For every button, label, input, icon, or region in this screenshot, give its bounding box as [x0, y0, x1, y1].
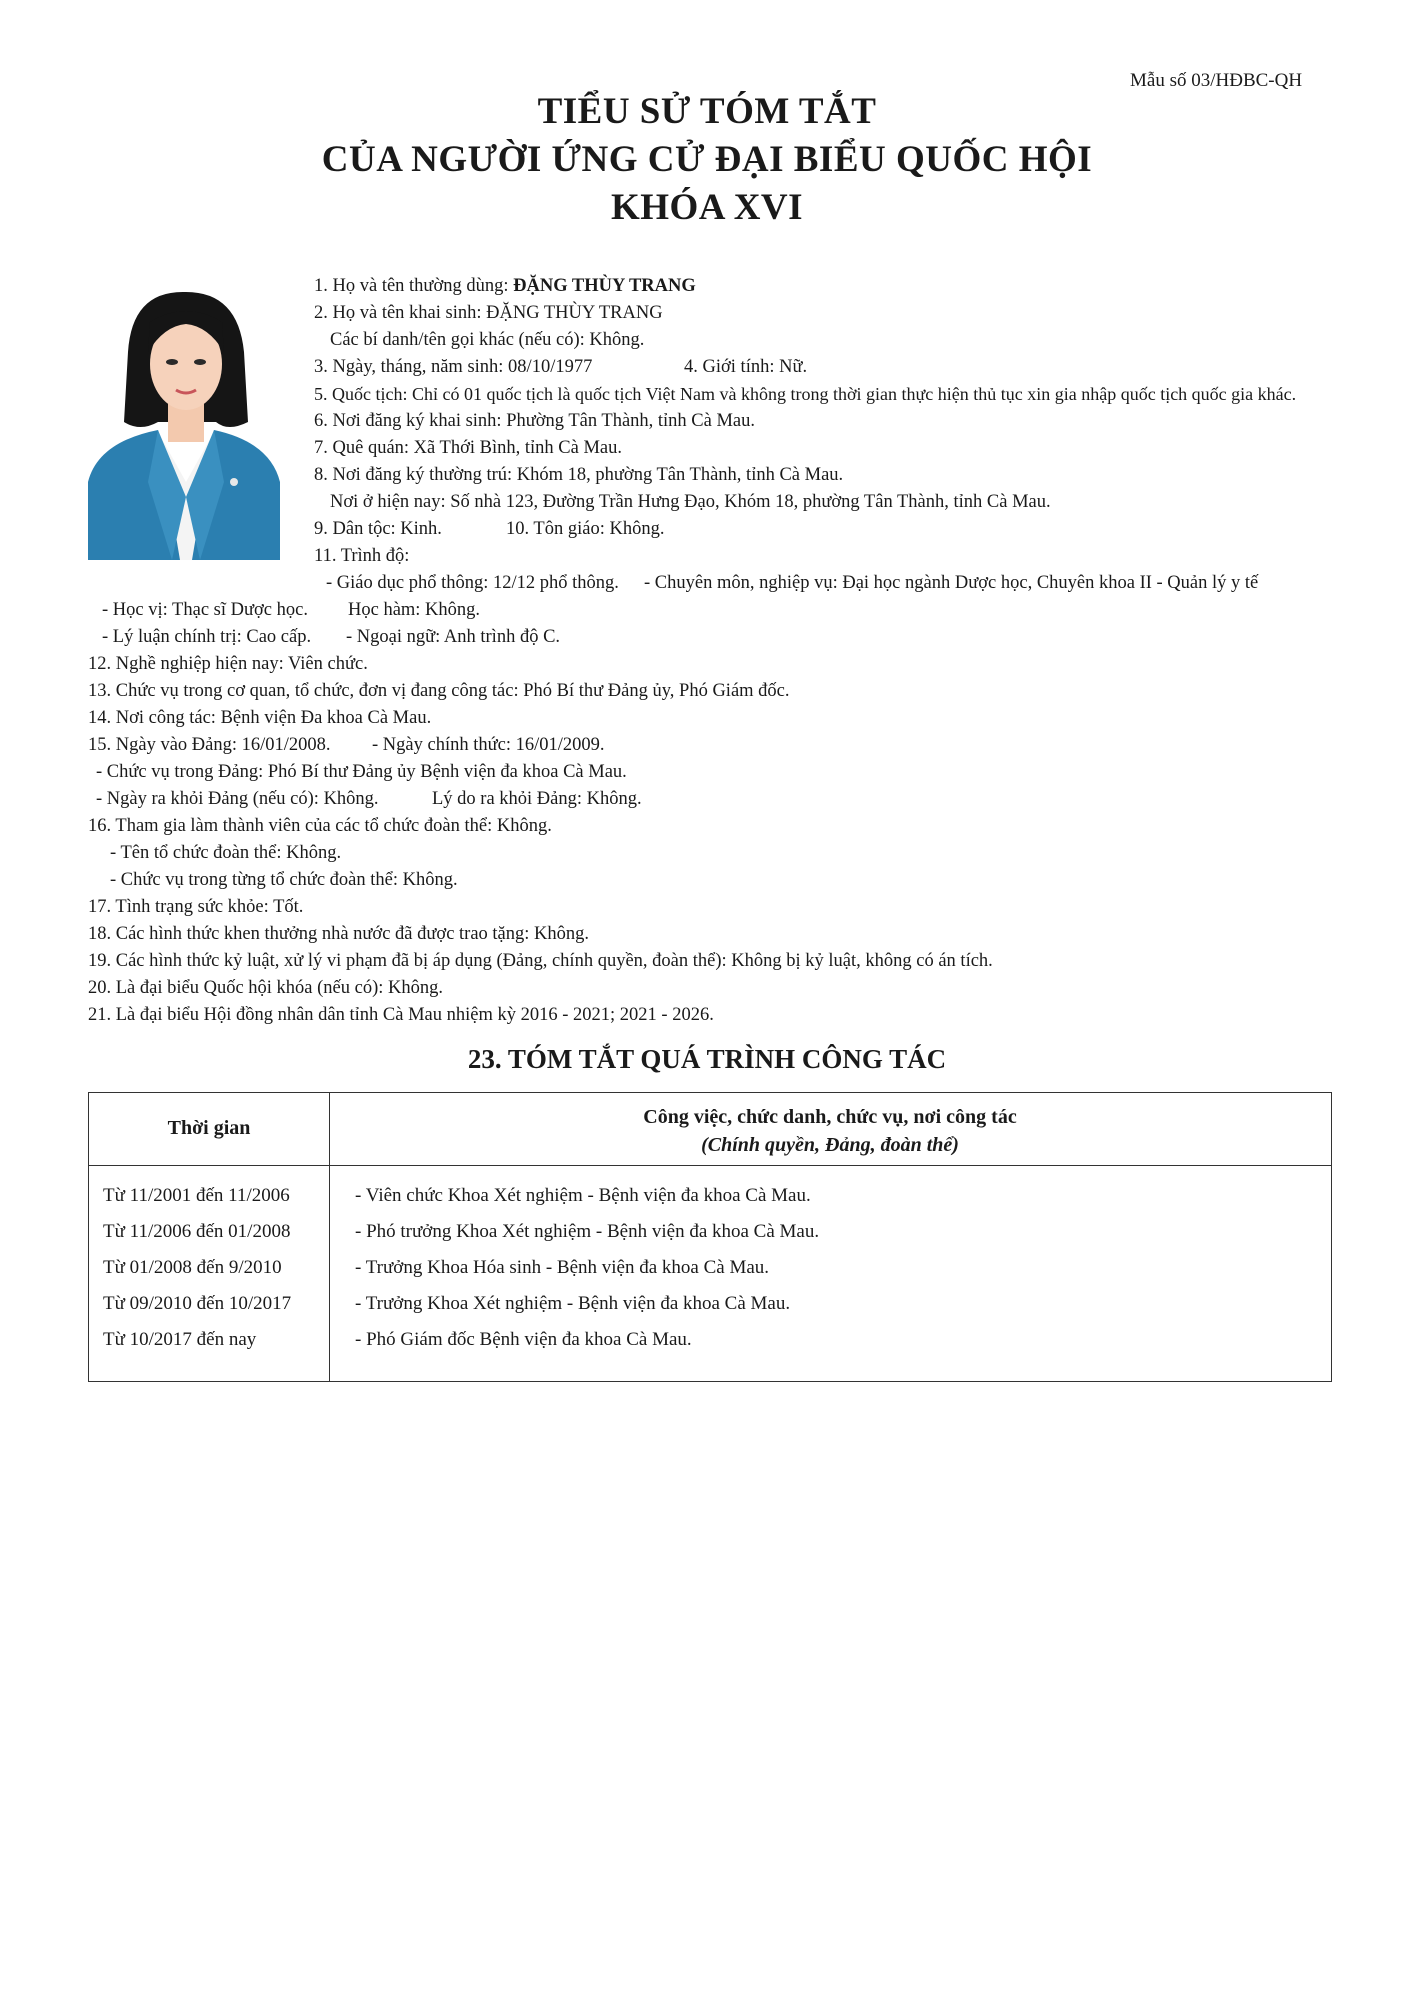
bio-line-8-residence: Nơi ở hiện nay: Số nhà 123, Đường Trần Hưng Đạo, Khóm 18, phường Tân Thành, tỉnh Cà Mau. — [330, 492, 1051, 512]
bio-line-19: 19. Các hình thức kỷ luật, xử lý vi phạm đã bị áp dụng (Đảng, chính quyền, đoàn thể): Không bị kỷ luật, không có án tích. — [88, 951, 993, 971]
bio-line-11-professional: - Chuyên môn, nghiệp vụ: Đại học ngành Dược học, Chuyên khoa II - Quản lý y tế — [644, 573, 1259, 593]
bio-line-3: 3. Ngày, tháng, năm sinh: 08/10/1977 — [314, 357, 593, 377]
bio-line-1 — [314, 275, 696, 297]
table-header-job-line2: (Chính quyền, Đảng, đoàn thể) — [701, 1134, 959, 1156]
bio-line-17: 17. Tình trạng sức khỏe: Tốt. — [88, 897, 304, 917]
table-row-time: Từ 09/2010 đến 10/2017 — [103, 1293, 292, 1314]
table-row-job: - Viên chức Khoa Xét nghiệm - Bệnh viện đa khoa Cà Mau. — [355, 1185, 811, 1206]
bio-line-4: 4. Giới tính: Nữ. — [684, 357, 808, 377]
bio-line-15-official-date: - Ngày chính thức: 16/01/2009. — [372, 735, 605, 755]
table-row-time: Từ 11/2001 đến 11/2006 — [103, 1185, 290, 1206]
table-row-time: Từ 10/2017 đến nay — [103, 1329, 257, 1350]
table-row-job: - Phó trưởng Khoa Xét nghiệm - Bệnh viện đa khoa Cà Mau. — [355, 1221, 820, 1242]
bio-line-20: 20. Là đại biểu Quốc hội khóa (nếu có): Không. — [88, 978, 444, 998]
bio-line-11: 11. Trình độ: — [314, 546, 410, 566]
bio-line-10: 10. Tôn giáo: Không. — [506, 519, 665, 539]
bio-line-6: 6. Nơi đăng ký khai sinh: Phường Tân Thành, tỉnh Cà Mau. — [314, 411, 756, 431]
bio-line-15-party-position: - Chức vụ trong Đảng: Phó Bí thư Đảng ủy Bệnh viện đa khoa Cà Mau. — [96, 762, 627, 782]
bio-line-15-leave-date: - Ngày ra khỏi Đảng (nếu có): Không. — [96, 789, 379, 809]
bio-line-11-academic-title: Học hàm: Không. — [348, 600, 481, 620]
work-history-table — [88, 1092, 1332, 1382]
bio-line-aliases: Các bí danh/tên gọi khác (nếu có): Không. — [330, 330, 645, 350]
bio-line-21: 21. Là đại biểu Hội đồng nhân dân tỉnh Cà Mau nhiệm kỳ 2016 - 2021; 2021 - 2026. — [88, 1005, 714, 1025]
table-row-job: - Phó Giám đốc Bệnh viện đa khoa Cà Mau. — [355, 1329, 692, 1350]
table-row-time: Từ 01/2008 đến 9/2010 — [103, 1257, 282, 1278]
bio-line-18: 18. Các hình thức khen thưởng nhà nước đã được trao tặng: Không. — [88, 924, 590, 944]
table-header-time: Thời gian — [167, 1117, 251, 1139]
bio-line-12: 12. Nghề nghiệp hiện nay: Viên chức. — [88, 654, 368, 674]
table-row-job: - Trưởng Khoa Hóa sinh - Bệnh viện đa khoa Cà Mau. — [355, 1257, 770, 1278]
bio-line-11-foreign-language: - Ngoại ngữ: Anh trình độ C. — [346, 627, 561, 647]
common-name-value: ĐẶNG THÙY TRANG — [513, 276, 696, 296]
bio-line-11-general-education: - Giáo dục phổ thông: 12/12 phổ thông. — [326, 573, 619, 593]
bio-line-9: 9. Dân tộc: Kinh. — [314, 519, 442, 539]
table-header-job-line1: Công việc, chức danh, chức vụ, nơi công tác — [643, 1106, 1017, 1128]
bio-line-8: 8. Nơi đăng ký thường trú: Khóm 18, phường Tân Thành, tỉnh Cà Mau. — [314, 465, 844, 485]
bio-line-7: 7. Quê quán: Xã Thới Bình, tỉnh Cà Mau. — [314, 438, 622, 458]
table-row-job: - Trưởng Khoa Xét nghiệm - Bệnh viện đa khoa Cà Mau. — [355, 1293, 791, 1314]
document-term: KHÓA XVI — [610, 187, 804, 228]
bio-line-11-degree: - Học vị: Thạc sĩ Dược học. — [102, 600, 308, 620]
bio-line-13: 13. Chức vụ trong cơ quan, tổ chức, đơn vị đang công tác: Phó Bí thư Đảng ủy, Phó Giám đốc. — [88, 681, 790, 701]
bio-line-11-political-theory: - Lý luận chính trị: Cao cấp. — [102, 627, 312, 647]
table-row-time: Từ 11/2006 đến 01/2008 — [103, 1221, 291, 1242]
bio-line-15: 15. Ngày vào Đảng: 16/01/2008. — [88, 735, 331, 755]
bio-line-16-org-position: - Chức vụ trong từng tổ chức đoàn thể: Không. — [110, 870, 458, 890]
bio-line-2: 2. Họ và tên khai sinh: ĐẶNG THÙY TRANG — [314, 303, 663, 323]
bio-line-14: 14. Nơi công tác: Bệnh viện Đa khoa Cà Mau. — [88, 708, 432, 728]
document-subtitle: CỦA NGƯỜI ỨNG CỬ ĐẠI BIỂU QUỐC HỘI — [321, 139, 1093, 180]
bio-line-16-org-name: - Tên tổ chức đoàn thể: Không. — [110, 843, 342, 863]
bio-line-5: 5. Quốc tịch: Chỉ có 01 quốc tịch là quốc tịch Việt Nam và không trong thời gian thực hiện thủ tục xin gia nhập quốc tịch quốc gia khác. — [314, 384, 1297, 404]
table-header-job — [329, 1103, 1331, 1159]
bio-line-15-leave-reason: Lý do ra khỏi Đảng: Không. — [432, 789, 642, 809]
work-history-heading: 23. TÓM TẮT QUÁ TRÌNH CÔNG TÁC — [467, 1044, 947, 1074]
candidate-portrait-photo — [88, 282, 280, 560]
document-title: TIỂU SỬ TÓM TẮT — [537, 91, 877, 132]
form-code: Mẫu số 03/HĐBC-QH — [1130, 70, 1303, 91]
table-header-divider — [89, 1165, 1331, 1166]
common-name-label: 1. Họ và tên thường dùng: — [314, 276, 514, 296]
bio-line-16: 16. Tham gia làm thành viên của các tổ chức đoàn thể: Không. — [88, 816, 552, 836]
